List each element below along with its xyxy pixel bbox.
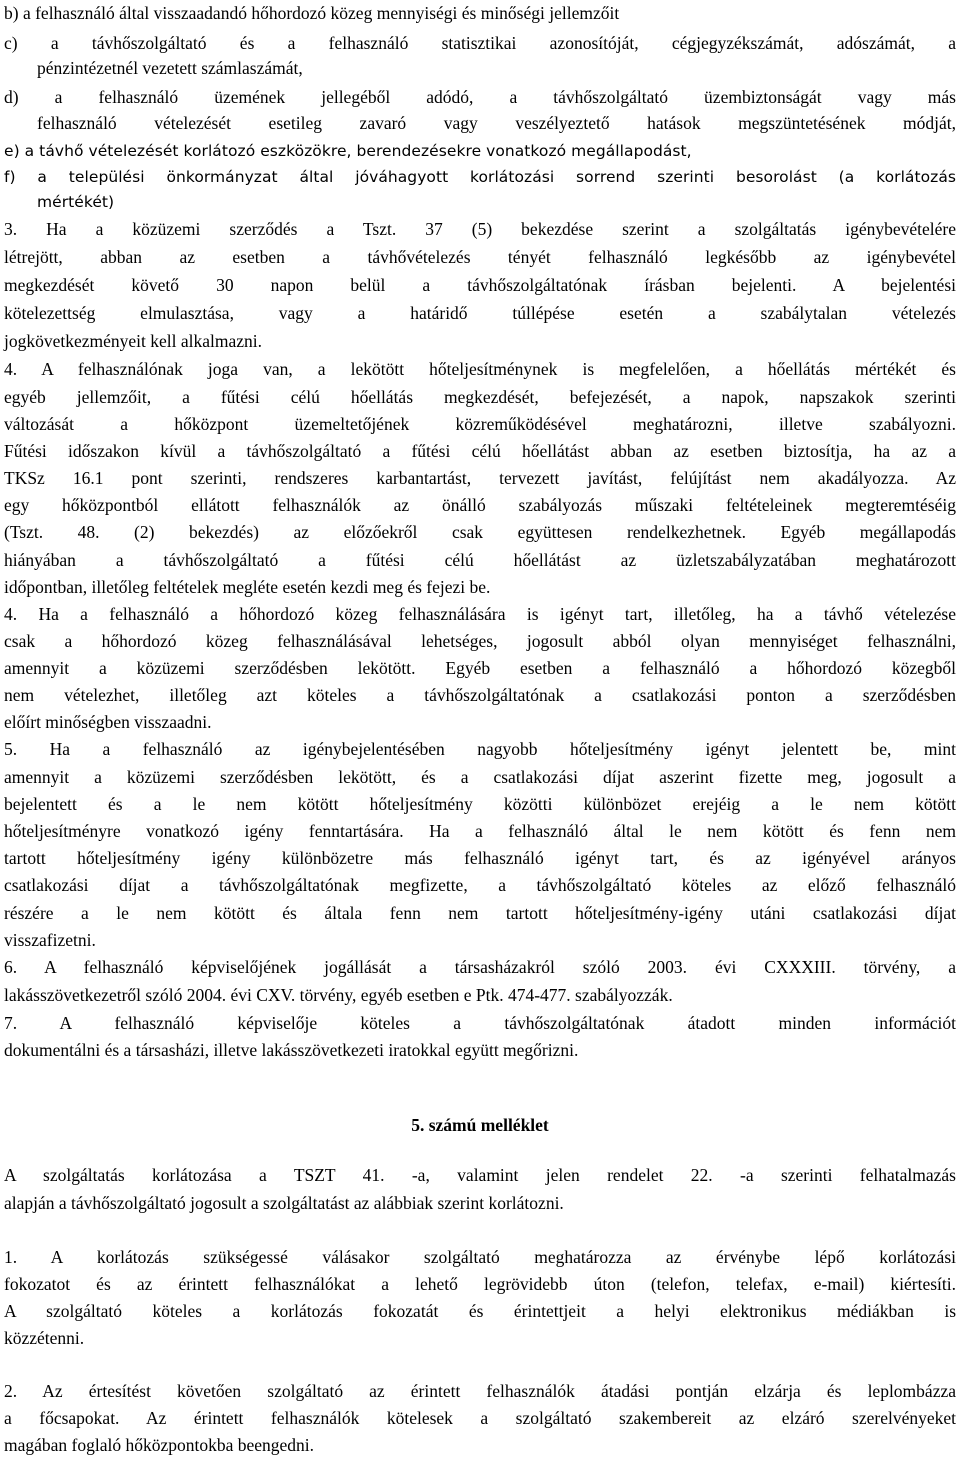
text-line: 4. A felhasználónak joga van, a lekötött hőteljesítménynek is megfelelően, a hőellátás mértékét és (4, 359, 956, 379)
text-line: közzétenni. (4, 1328, 85, 1348)
text-line: Fűtési időszakon kívül a távhőszolgáltató a fűtési célú hőellátást abban az esetben biztosítja, ha az a (4, 441, 956, 461)
text-line: hőteljesítményre vonatkozó igény fenntartására. Ha a felhasználó által le nem kötött és fenn nem (4, 821, 956, 841)
text-line: hiányában a távhőszolgáltató a fűtési célú hőellátást az üzletszabályzatában meghatározott (4, 550, 956, 570)
text-line: létrejött, abban az esetben a távhővételezés tényét felhasználó legkésőbb az igénybevétel (4, 247, 956, 267)
text-line: f) a települési önkormányzat által jóváhagyott korlátozási sorrend szerinti besorolást (a korlátozás (4, 168, 956, 186)
text-line: időpontban, illetőleg feltételek megléte esetén kezdi meg és fejezi be. (4, 577, 491, 597)
text-line: amennyit a közüzemi szerződésben lekötött, és a csatlakozási díjat aszerint fizette meg, jogosult a (4, 767, 956, 787)
text-line: amennyit a közüzemi szerződésben lekötött. Egyéb esetben a felhasználó a hőhordozó közegből (4, 658, 956, 678)
text-line: nem vételezhet, illetőleg azt köteles a távhőszolgáltatónak a csatlakozási ponton a szerződésben (4, 685, 956, 705)
section-heading: 5. számú melléklet (411, 1115, 549, 1135)
text-line: visszafizetni. (4, 930, 96, 950)
text-line: változását a hőközpont üzemeltetőjének közreműködésével meghatározni, illetve szabályozni. (4, 414, 956, 434)
text-line: előírt minőségben visszaadni. (4, 712, 212, 732)
text-line: alapján a távhőszolgáltató jogosult a szolgáltatást az alábbiak szerint korlátozni. (4, 1193, 564, 1213)
text-line: kötelezettség elmulasztása, vagy a határidő túllépése esetén a szabálytalan vételezés (4, 303, 956, 323)
text-line: pénzintézetnél vezetett számlaszámát, (37, 58, 303, 78)
text-line: bejelentett és a le nem kötött hőteljesítmény közötti különbözet erejéig a le nem kötött (4, 794, 956, 814)
text-line: csak a hőhordozó közeg felhasználásával lehetséges, jogosult abból olyan mennyiséget felhasználni, (4, 631, 956, 651)
text-line: dokumentálni és a társasházi, illetve lakásszövetkezeti iratokkal együtt megőrizni. (4, 1040, 579, 1060)
text-line: e) a távhő vételezését korlátozó eszközökre, berendezésekre vonatkozó megállapodást, (4, 142, 692, 160)
text-line: csatlakozási díjat a távhőszolgáltatónak megfizette, a távhőszolgáltató köteles az előző felhasználó (4, 875, 956, 895)
text-line: c) a távhőszolgáltató és a felhasználó statisztikai azonosítóját, cégjegyzékszámát, adószámát, a (4, 33, 956, 53)
text-line: 5. Ha a felhasználó az igénybejelentésében nagyobb hőteljesítmény igényt jelentett be, mint (4, 739, 956, 759)
text-line: 7. A felhasználó képviselője köteles a távhőszolgáltatónak átadott minden információt (4, 1013, 956, 1033)
text-line: 6. A felhasználó képviselőjének jogállását a társasházakról szóló 2003. évi CXXXIII. törvény, a (4, 957, 956, 977)
text-line: 2. Az értesítést követően szolgáltató az érintett felhasználók átadási pontján elzárja és leplombázza (4, 1381, 956, 1401)
text-line: felhasználó vételezését esetileg zavaró vagy veszélyeztető hatások megszüntetésének módját, (37, 113, 956, 133)
text-line: részére a le nem kötött és általa fenn nem tartott hőteljesítmény-igény utáni csatlakozási díjat (4, 903, 956, 923)
text-line: megkezdését követő 30 napon belül a távhőszolgáltatónak írásban bejelenti. A bejelentési (4, 275, 956, 295)
text-line: mértékét) (37, 193, 115, 211)
text-line: (Tszt. 48. (2) bekezdés) az előzőekről csak együttesen rendelkezhetnek. Egyéb megállapodás (4, 522, 956, 542)
text-line: fokozatot és az érintett felhasználókat a lehető legrövidebb úton (telefon, telefax, e-mail) kiértesíti. (4, 1274, 956, 1294)
text-line: lakásszövetkezetről szóló 2004. évi CXV. törvény, egyéb esetben e Ptk. 474-477. szabályozzák. (4, 985, 673, 1005)
text-line: a főcsapokat. Az érintett felhasználók kötelesek a szolgáltató szakembereit az elzáró szerelvényeket (4, 1408, 956, 1428)
text-line: 1. A korlátozás szükségessé válásakor szolgáltató meghatározza az érvénybe lépő korlátozási (4, 1247, 956, 1267)
text-line: egy hőközpontból ellátott felhasználók az önálló szabályozás műszaki feltételeinek megteremtéséig (4, 495, 956, 515)
text-line: d) a felhasználó üzemének jellegéből adódó, a távhőszolgáltató üzembiztonságát vagy más (4, 87, 956, 107)
text-line: tartott hőteljesítmény igény különbözetre más felhasználó igényt tart, és az igényével arányos (4, 848, 956, 868)
text-line: jogkövetkezményeit kell alkalmazni. (4, 331, 263, 351)
text-line: A szolgáltatás korlátozása a TSZT 41. -a, valamint jelen rendelet 22. -a szerinti felhatalmazás (4, 1165, 956, 1185)
text-line: A szolgáltató köteles a korlátozás fokozatát és érintettjeit a helyi elektronikus médiákban is (4, 1301, 956, 1321)
text-line: 3. Ha a közüzemi szerződés a Tszt. 37 (5) bekezdése szerint a szolgáltatás igénybevételére (4, 219, 956, 239)
text-line: magában foglaló hőközpontokba beengedni. (4, 1435, 315, 1455)
text-line: egyéb jellemzőit, a fűtési célú hőellátás megkezdését, befejezését, a napok, napszakok szerinti (4, 387, 956, 407)
text-line: 4. Ha a felhasználó a hőhordozó közeg felhasználására is igényt tart, illetőleg, ha a távhő vételezése (4, 604, 956, 624)
text-line: TKSz 16.1 pont szerinti, rendszeres karbantartást, tervezett javítást, felújítást nem akadályozza. Az (4, 468, 956, 488)
text-line: b) a felhasználó által visszaadandó hőhordozó közeg mennyiségi és minőségi jellemzőit (4, 3, 620, 23)
